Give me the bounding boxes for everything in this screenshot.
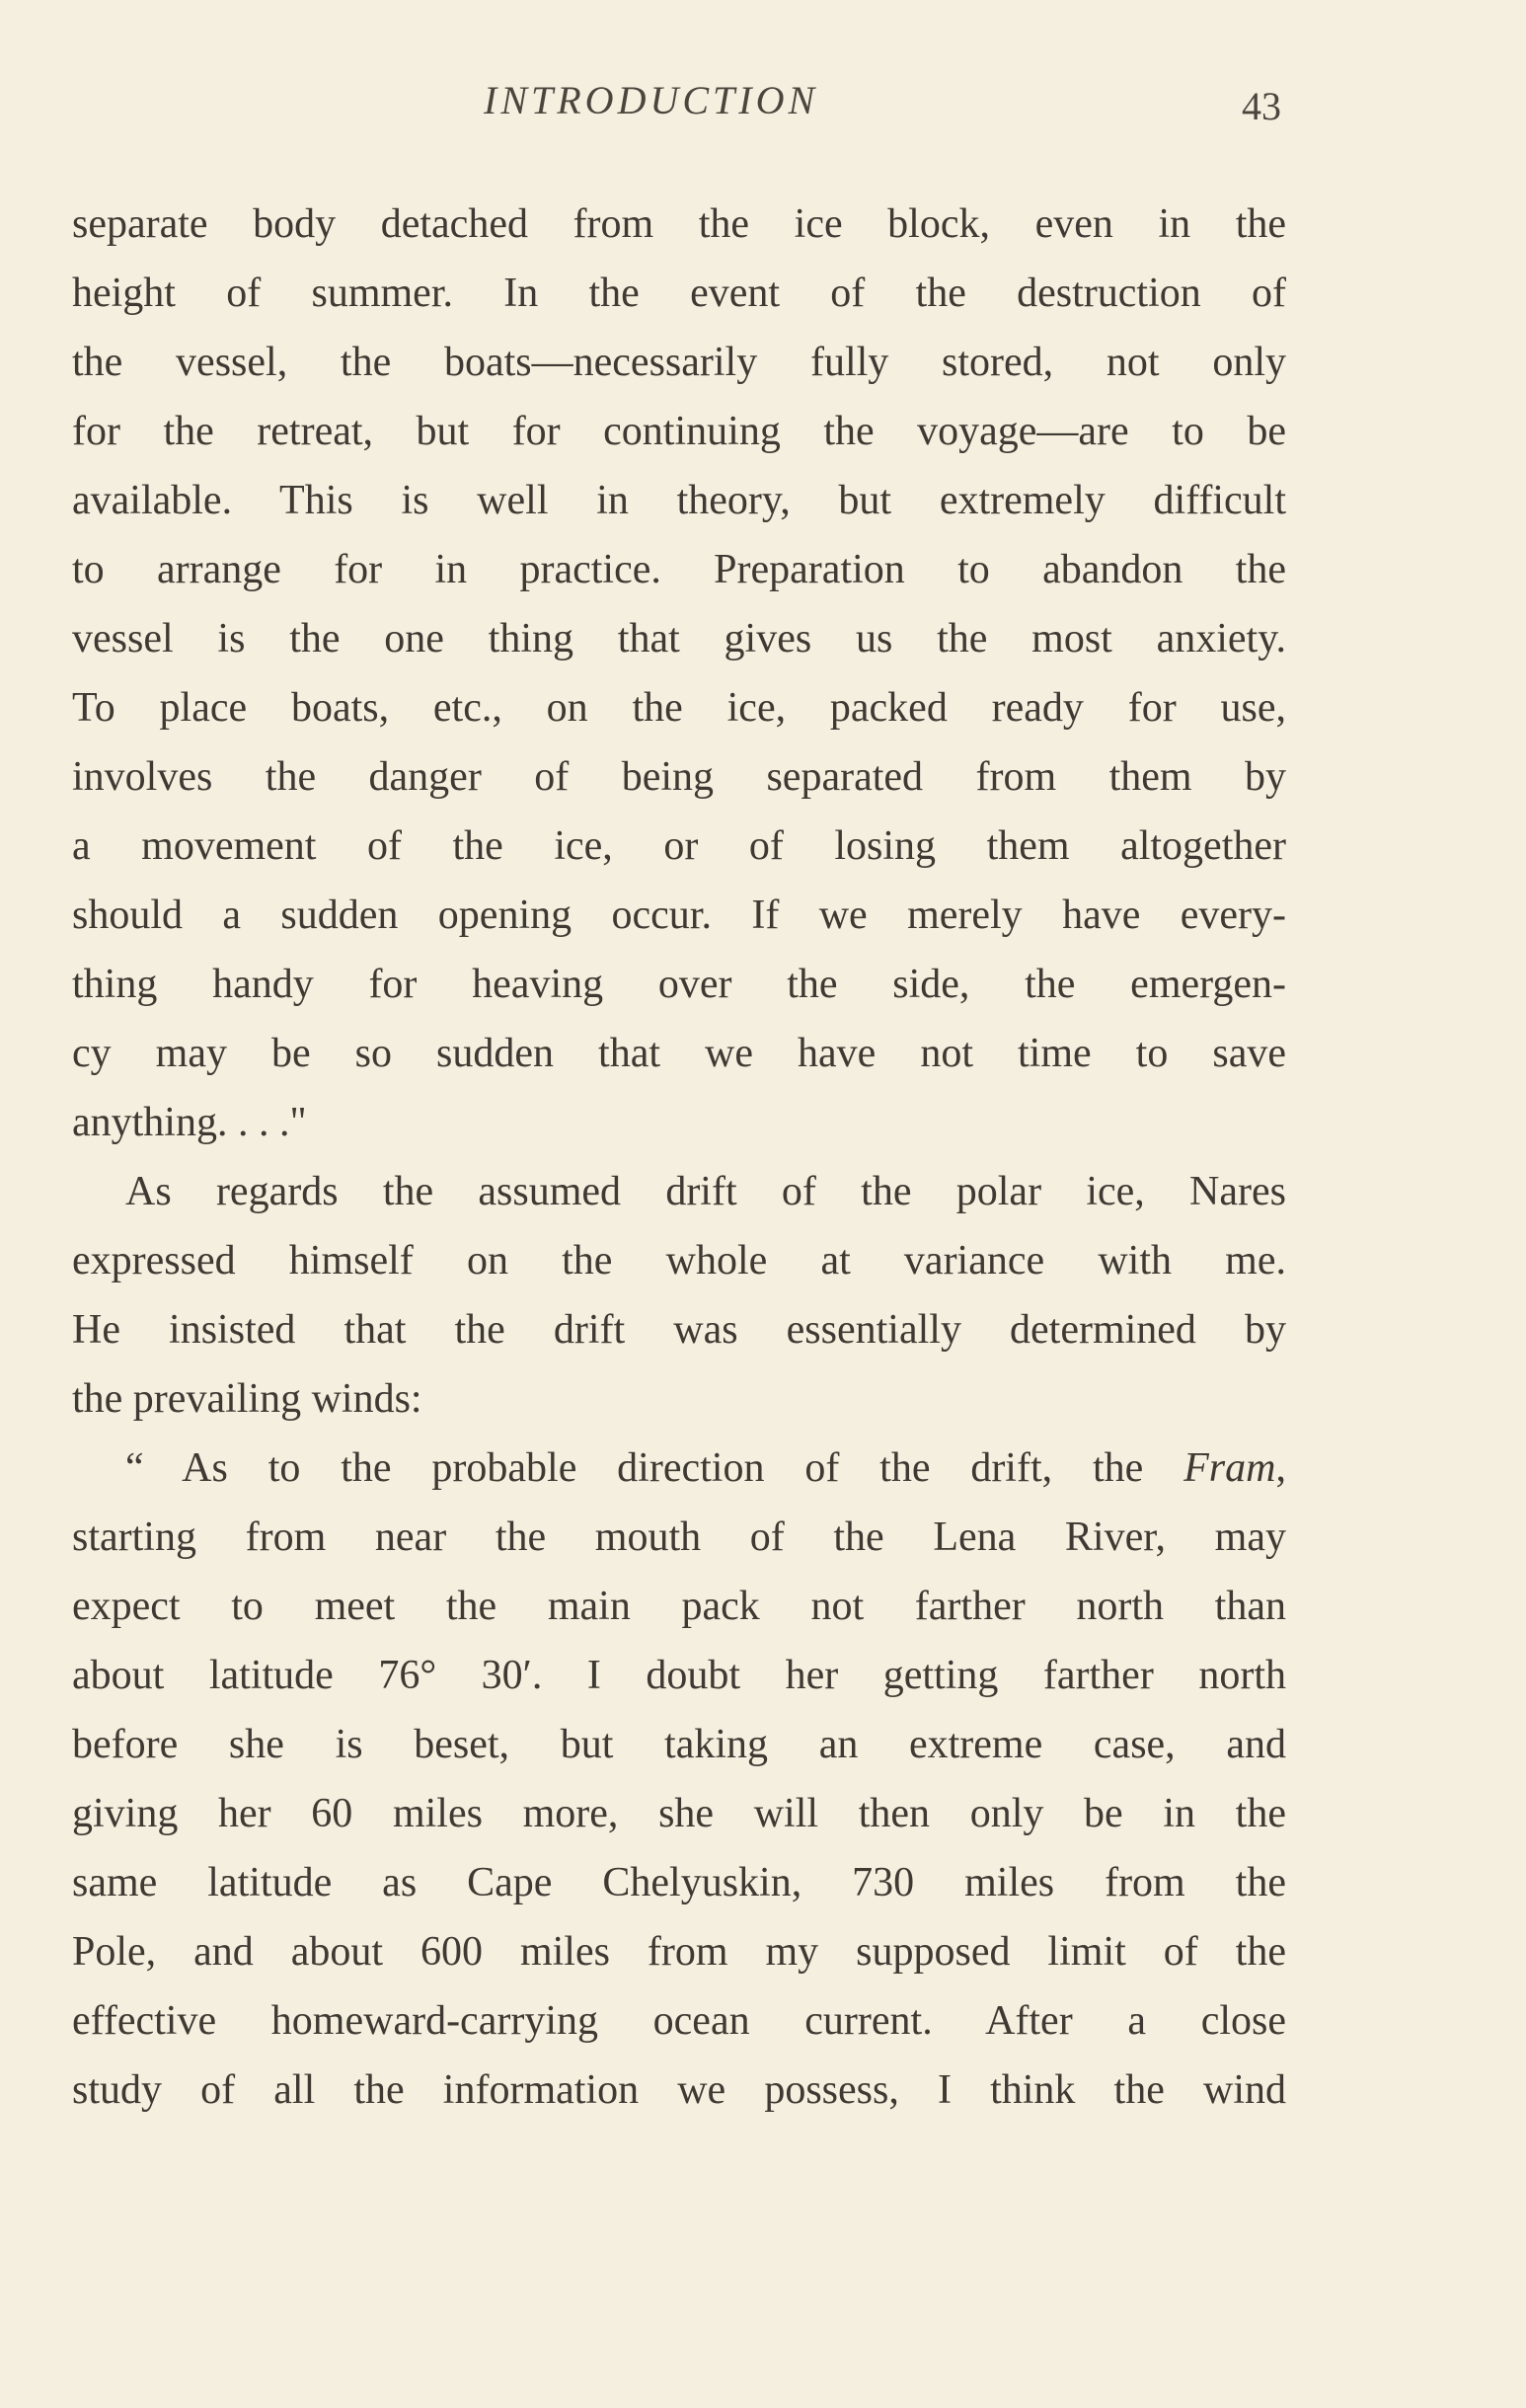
text-line: vessel is the one thing that gives us the most anxiety.: [72, 616, 1286, 661]
text-line: for the retreat, but for continuing the voyage—are to be: [72, 409, 1286, 454]
text-line: Pole, and about 600 miles from my supposed limit of the: [72, 1929, 1286, 1975]
text-line: starting from near the mouth of the Lena River, may: [72, 1515, 1286, 1560]
text-line: thing handy for heaving over the side, the emergen-: [72, 962, 1286, 1007]
text-line: to arrange for in practice. Preparation to abandon the: [72, 547, 1286, 592]
text-line: the prevailing winds:: [72, 1376, 422, 1422]
paragraph-start-line: As regards the assumed drift of the polar ice, Nares: [125, 1169, 1286, 1214]
text-line: He insisted that the drift was essentially determined by: [72, 1307, 1286, 1353]
text-line: the vessel, the boats—necessarily fully stored, not only: [72, 340, 1286, 385]
text-line: available. This is well in theory, but extremely difficult: [72, 478, 1286, 523]
quote-comma: ,: [1275, 1445, 1286, 1491]
ship-name: Fram: [1183, 1445, 1276, 1491]
text-line: expressed himself on the whole at variance with me.: [72, 1238, 1286, 1283]
body-text: [72, 190, 1286, 2125]
text-line: about latitude 76° 30′. I doubt her getting farther north: [72, 1653, 1286, 1698]
text-line: a movement of the ice, or of losing them altogether: [72, 823, 1286, 869]
text-line: separate body detached from the ice block, even in the: [72, 201, 1286, 247]
text-line: anything. . . .": [72, 1100, 307, 1145]
text-line: involves the danger of being separated from them by: [72, 754, 1286, 800]
text-line: expect to meet the main pack not farther north than: [72, 1584, 1286, 1629]
text-line: should a sudden opening occur. If we merely have every-: [72, 893, 1286, 938]
text-line: cy may be so sudden that we have not time to save: [72, 1031, 1286, 1076]
text-line: effective homeward-carrying ocean current. After a close: [72, 1998, 1286, 2044]
text-line: same latitude as Cape Chelyuskin, 730 miles from the: [72, 1860, 1286, 1905]
page-number: 43: [1242, 84, 1281, 128]
text-line: giving her 60 miles more, she will then only be in the: [72, 1791, 1286, 1836]
text-line: To place boats, etc., on the ice, packed ready for use,: [72, 685, 1286, 731]
text-line: before she is beset, but taking an extreme case, and: [72, 1722, 1286, 1767]
running-title: INTRODUCTION: [484, 78, 819, 122]
text-line: height of summer. In the event of the destruction of: [72, 271, 1286, 316]
quote-start-line: [72, 1434, 1286, 1503]
running-head: [0, 77, 1526, 136]
quote-opening-text: “ As to the probable direction of the drift, the: [125, 1445, 1144, 1491]
text-line: study of all the information we possess, I think the wind: [72, 2067, 1286, 2113]
